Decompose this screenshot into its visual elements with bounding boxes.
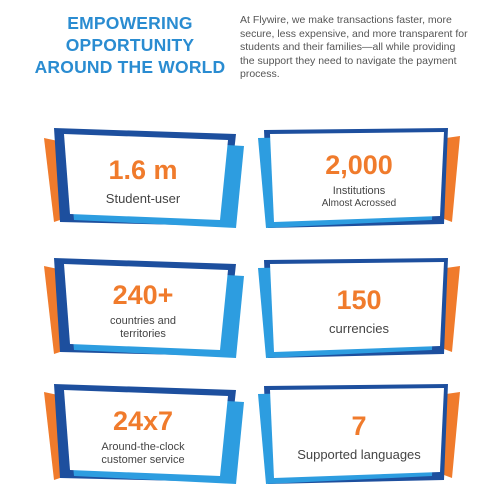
stat-card-countries <box>40 254 246 366</box>
stat-label: Institutions <box>332 185 386 197</box>
stat-label: Around-the-clock <box>101 440 185 453</box>
stat-value: 150 <box>336 284 382 315</box>
stat-sublabel: territories <box>120 327 166 340</box>
stat-card-students <box>40 124 246 236</box>
stat-card-support <box>40 380 246 492</box>
stat-value: 240+ <box>112 279 174 310</box>
stat-card-currencies <box>256 254 462 366</box>
stat-card-languages <box>256 380 462 492</box>
stat-sublabel: Almost Acrossed <box>321 198 397 209</box>
stat-label: Student-user <box>105 190 181 206</box>
headline-line-3: AROUND THE WORLD <box>34 57 226 77</box>
intro-paragraph: At Flywire, we make transactions faster, more secure, less expensive, and more transparent for students and their families—all while providing the support they need to navigate the payment process. <box>240 14 468 81</box>
stat-value: 24x7 <box>112 405 174 436</box>
stat-label: Supported languages <box>297 446 421 462</box>
stat-card-institutions <box>256 124 462 236</box>
stat-value: 1.6 m <box>108 154 178 185</box>
stat-value: 2,000 <box>325 150 393 180</box>
stat-label: countries and <box>109 314 177 327</box>
stat-label: currencies <box>329 320 389 336</box>
headline-line-1: EMPOWERING <box>67 13 193 33</box>
headline-line-2: OPPORTUNITY <box>65 35 195 55</box>
page-headline <box>32 12 228 78</box>
stat-value: 7 <box>351 410 367 441</box>
stat-sublabel: customer service <box>101 453 185 466</box>
